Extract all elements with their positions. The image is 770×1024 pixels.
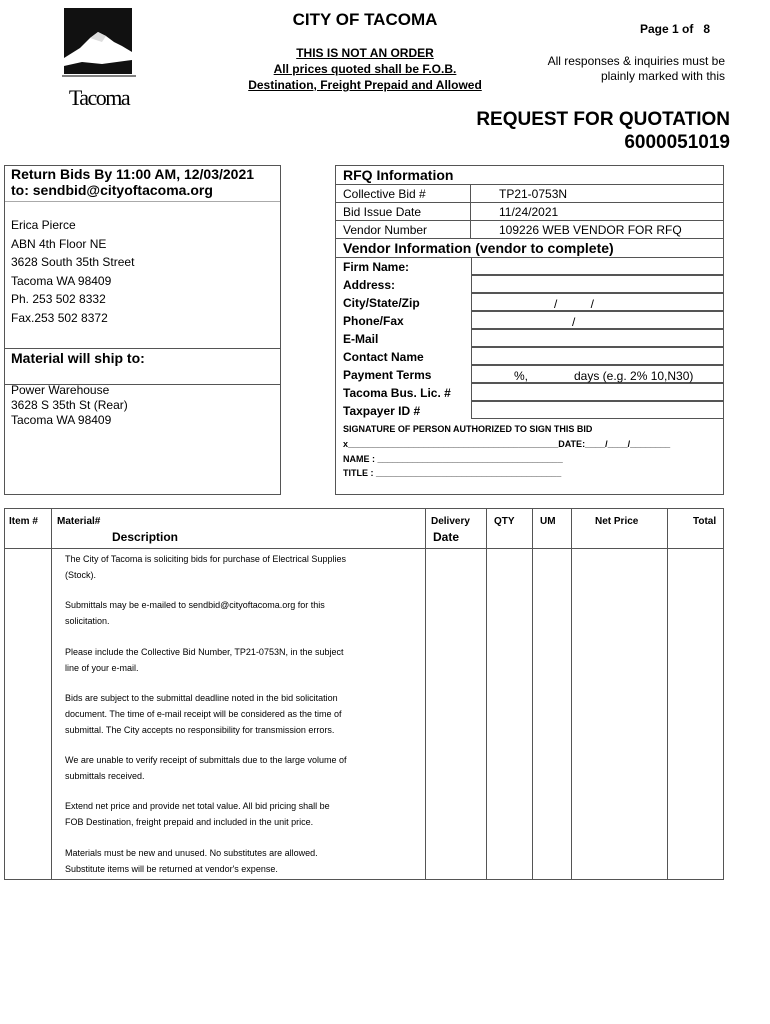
email-field[interactable]	[471, 329, 723, 347]
city-state-zip-field[interactable]	[471, 293, 723, 311]
business-license-field[interactable]	[471, 383, 723, 401]
payment-days: days (e.g. 2% 10,N30)	[574, 369, 694, 383]
description-paragraph	[65, 690, 395, 738]
col-description: Description	[112, 530, 179, 544]
rfq-number: 6000051019	[624, 132, 730, 153]
city-slashes: / /	[554, 297, 595, 311]
vendor-label: Phone/Fax	[343, 314, 404, 328]
vendor-row-taxpayer	[336, 401, 723, 419]
para-line: submittals received.	[65, 771, 145, 781]
para-line: solicitation.	[65, 616, 110, 626]
vendor-label: Payment Terms	[343, 368, 432, 382]
contact-line: Fax.253 502 8372	[11, 310, 108, 325]
rfq-info-box	[335, 165, 724, 495]
para-line: The City of Tacoma is soliciting bids for purchase of Electrical Supplies	[65, 554, 346, 564]
description-paragraph	[65, 597, 395, 629]
col-um: UM	[540, 516, 556, 527]
description-paragraph	[65, 798, 395, 830]
vendor-row-phone	[336, 311, 723, 329]
taxpayer-id-field[interactable]	[471, 401, 723, 419]
col-qty: QTY	[494, 516, 515, 527]
ship-to-title: Material will ship to:	[11, 350, 145, 366]
responses-line-1: All responses & inquiries must be	[547, 54, 725, 68]
vendor-label: Firm Name:	[343, 260, 410, 274]
vendor-row-address	[336, 275, 723, 293]
contact-line: Tacoma WA 98409	[11, 273, 112, 288]
para-line: Extend net price and provide net total value. All bid pricing shall be	[65, 801, 330, 811]
notice-line-1: THIS IS NOT AN ORDER	[296, 46, 434, 60]
firm-name-field[interactable]	[471, 257, 723, 275]
para-line: Materials must be new and unused. No substitutes are allowed.	[65, 848, 318, 858]
return-bids-email: to: sendbid@cityoftacoma.org	[11, 182, 213, 198]
vendor-row-payment	[336, 365, 723, 383]
para-line: Please include the Collective Bid Number, TP21-0753N, in the subject	[65, 647, 344, 657]
logo-text: Tacoma	[68, 85, 130, 110]
ship-line: Power Warehouse	[11, 383, 110, 397]
phone-fax-field[interactable]	[471, 311, 723, 329]
bid-return-box	[4, 165, 281, 495]
rfq-info-value: 11/24/2021	[499, 205, 559, 219]
return-bids	[11, 166, 254, 198]
para-line: Bids are subject to the submittal deadline noted in the bid solicitation	[65, 693, 338, 703]
rfq-info-value: 109226 WEB VENDOR FOR RFQ	[499, 223, 682, 237]
phone-slash: /	[572, 315, 576, 329]
notice-line-3: Destination, Freight Prepaid and Allowed	[248, 78, 482, 92]
vendor-label: Tacoma Bus. Lic. #	[343, 386, 451, 400]
para-line: FOB Destination, freight prepaid and included in the unit price.	[65, 817, 314, 827]
description-paragraph	[65, 551, 395, 583]
payment-terms-field[interactable]	[471, 365, 723, 383]
ship-line: Tacoma WA 98409	[11, 413, 112, 427]
buyer-contact	[11, 216, 134, 327]
vendor-row-license	[336, 383, 723, 401]
rfq-heading	[476, 108, 730, 154]
vendor-label: Contact Name	[343, 350, 424, 364]
vendor-label: Address:	[343, 278, 396, 292]
vendor-row-city	[336, 293, 723, 311]
vendor-row-firm	[336, 257, 723, 275]
rfq-info-label: Collective Bid #	[343, 187, 426, 201]
contact-line: ABN 4th Floor NE	[11, 236, 107, 251]
description-paragraph	[65, 845, 395, 877]
notice-line-2: All prices quoted shall be F.O.B.	[273, 62, 457, 76]
ship-to-address	[11, 383, 128, 428]
ship-line: 3628 S 35th St (Rear)	[11, 398, 128, 412]
para-line: line of your e-mail.	[65, 663, 139, 673]
mountain-logo-icon	[62, 8, 136, 112]
line-item-table	[4, 508, 724, 880]
col-net-price: Net Price	[595, 516, 639, 527]
para-line: Submittals may be e-mailed to sendbid@cityoftacoma.org for this	[65, 600, 325, 610]
description-paragraph	[65, 644, 395, 676]
order-notice	[240, 45, 490, 93]
city-title: CITY OF TACOMA	[292, 10, 438, 29]
vendor-row-email	[336, 329, 723, 347]
signature-heading: SIGNATURE OF PERSON AUTHORIZED TO SIGN THIS BID	[343, 424, 593, 434]
para-line: We are unable to verify receipt of submittals due to the large volume of	[65, 755, 347, 765]
rfq-info-title: RFQ Information	[343, 167, 454, 183]
rfq-info-label: Vendor Number	[343, 223, 428, 237]
address-field[interactable]	[471, 275, 723, 293]
return-bids-deadline: Return Bids By 11:00 AM, 12/03/2021	[11, 166, 255, 182]
para-line: Substitute items will be returned at vendor's expense.	[65, 864, 278, 874]
signature-line[interactable]: x__________________________________________DATE:____/____/________	[343, 439, 671, 449]
vendor-label: E-Mail	[343, 332, 379, 346]
page-number: Page 1 of 8	[640, 22, 711, 36]
col-item: Item #	[9, 516, 38, 527]
tacoma-logo	[62, 8, 136, 112]
para-line: submittal. The City accepts no responsibility for transmission errors.	[65, 725, 335, 735]
vendor-info-title: Vendor Information (vendor to complete)	[343, 240, 614, 256]
para-line: (Stock).	[65, 570, 97, 580]
responses-line-2: plainly marked with this	[600, 69, 725, 83]
description-paragraph	[65, 752, 395, 784]
rfq-info-row	[336, 220, 723, 239]
rfq-title: REQUEST FOR QUOTATION	[476, 109, 730, 130]
responses-note	[520, 54, 725, 84]
contact-name-field[interactable]	[471, 347, 723, 365]
vendor-label: Taxpayer ID #	[343, 404, 421, 418]
title-line[interactable]: TITLE : _____________________________________	[343, 468, 562, 478]
vendor-label: City/State/Zip	[343, 296, 420, 310]
contact-line: 3628 South 35th Street	[11, 255, 135, 269]
para-line: document. The time of e-mail receipt will be considered as the time of	[65, 709, 342, 719]
rfq-info-row	[336, 202, 723, 221]
col-material: Material#	[57, 516, 101, 527]
rfq-info-value: TP21-0753N	[499, 187, 568, 201]
name-line[interactable]: NAME : _____________________________________	[343, 454, 563, 464]
vendor-row-contact	[336, 347, 723, 365]
contact-line: Ph. 253 502 8332	[11, 292, 106, 306]
col-total: Total	[693, 516, 717, 527]
col-delivery: Delivery	[431, 516, 470, 527]
contact-line: Erica Pierce	[11, 218, 76, 232]
rfq-info-row	[336, 184, 723, 203]
rfq-info-label: Bid Issue Date	[343, 205, 422, 219]
payment-percent: %,	[514, 369, 529, 383]
col-date: Date	[433, 530, 460, 544]
